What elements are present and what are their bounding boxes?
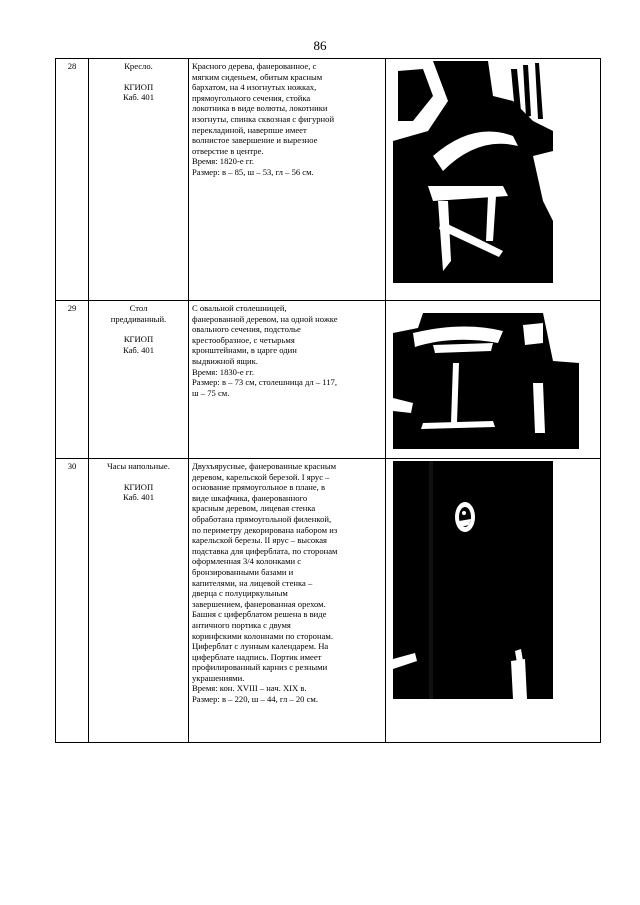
- description-line: Башня с циферблатом решена в виде: [192, 609, 327, 620]
- description-line: бронзированными базами и: [192, 566, 294, 577]
- item-organization: КГИОП: [123, 81, 154, 92]
- table-row: [56, 59, 601, 301]
- item-photo-cell: [386, 459, 601, 743]
- item-name: преддиванный.: [110, 313, 167, 324]
- description-line: локотника в виде волюты, локотники: [192, 103, 328, 114]
- page-number: 86: [313, 38, 327, 53]
- table-row: [56, 459, 601, 743]
- description-line: Размер: в – 220, ш – 44, гл – 20 см.: [192, 694, 319, 705]
- item-description: [189, 301, 386, 459]
- description-line: подставка для циферблата, по сторонам: [192, 545, 338, 556]
- description-line: Время: 1820-е гг.: [192, 156, 255, 167]
- item-name-cell: [89, 459, 189, 743]
- armchair-photo: [393, 61, 553, 283]
- item-photo-cell: [386, 301, 601, 459]
- item-name-cell: [89, 59, 189, 301]
- description-line: Размер: в – 73 см, столешница дл – 117,: [192, 377, 337, 388]
- description-line: отверстие в центре.: [192, 145, 264, 156]
- description-line: изогнуты, спинка сквозная с фигурной: [192, 113, 335, 124]
- description-line: ш – 75 см.: [192, 387, 230, 398]
- description-line: циферблате надпись. Портик имеет: [192, 651, 322, 662]
- description-line: украшениями.: [192, 672, 245, 683]
- description-line: деревом, карельской березой. I ярус –: [192, 471, 330, 482]
- description-line: виде шкафчика, фанерованного: [192, 492, 308, 503]
- description-line: Время: 1830-е гг.: [192, 366, 255, 377]
- table-row: [56, 301, 601, 459]
- item-room: Каб. 401: [123, 492, 154, 503]
- description-line: по периметру декорирована набором из: [192, 524, 338, 535]
- description-line: фанерованной деревом, на одной ножке: [192, 313, 338, 324]
- description-line: Двухъярусные, фанерованные красным: [192, 461, 337, 471]
- description-line: капителями, на лицевой стенка –: [192, 577, 313, 588]
- inventory-table: [55, 58, 601, 743]
- description-line: профилированный карниз с резными: [192, 662, 328, 673]
- item-name-cell: [89, 301, 189, 459]
- description-line: Циферблат с лунным календарем. На: [192, 641, 329, 652]
- description-line: античного портика с двумя: [192, 619, 291, 630]
- description-line: завершением, фанерованная орехом.: [192, 598, 326, 609]
- table-image: [393, 303, 579, 449]
- description-line: С овальной столешницей,: [192, 303, 287, 313]
- description-line: волнистое завершение и вырезное: [192, 135, 318, 146]
- description-line: обработана прямоугольной филенкой,: [192, 513, 332, 524]
- description-line: Красного дерева, фанерованное, с: [192, 61, 317, 71]
- item-number: 29: [56, 301, 89, 459]
- description-line: прямоугольного сечения, стойка: [192, 92, 311, 103]
- description-line: бархатом, на 4 изогнутых ножках,: [192, 82, 317, 93]
- description-line: крестообразное, с четырьмя: [192, 334, 295, 345]
- item-number: 28: [56, 59, 89, 301]
- clock-photo: [393, 461, 553, 699]
- item-organization: КГИОП: [123, 334, 154, 345]
- armchair-image: [393, 61, 553, 283]
- clock-image: [393, 461, 553, 699]
- item-name: Кресло.: [124, 61, 153, 71]
- item-photo-cell: [386, 59, 601, 301]
- item-organization: КГИОП: [123, 481, 154, 492]
- description-line: Время: кон. XVIII – нач. XIX в.: [192, 683, 307, 694]
- item-number: 30: [56, 459, 89, 743]
- item-room: Каб. 401: [123, 92, 154, 103]
- description-line: Размер: в – 85, ш – 53, гл – 56 см.: [192, 166, 314, 177]
- description-line: карельской березы. II ярус – высокая: [192, 535, 327, 546]
- description-line: перекладиной, наверпше имеет: [192, 124, 307, 135]
- description-line: оформленная 3/4 колонками с: [192, 556, 302, 567]
- item-name: Часы напольные.: [107, 461, 170, 471]
- item-name: Стол: [129, 303, 148, 313]
- item-room: Каб. 401: [123, 344, 154, 355]
- description-line: кронштейнами, в царге один: [192, 345, 297, 356]
- item-description: [189, 59, 386, 301]
- item-description: [189, 459, 386, 743]
- description-line: красным деревом, лицевая стенка: [192, 503, 316, 514]
- description-line: коринфскими колоннами по сторонам.: [192, 630, 333, 641]
- table-photo: [393, 303, 579, 449]
- description-line: овального сечения, подстолье: [192, 324, 301, 335]
- description-line: выдвижной ящик.: [192, 355, 258, 366]
- description-line: основание прямоугольное в плане, в: [192, 482, 326, 493]
- description-line: дверца с полуциркульным: [192, 588, 288, 599]
- description-line: мягким сиденьем, обитым красным: [192, 71, 323, 82]
